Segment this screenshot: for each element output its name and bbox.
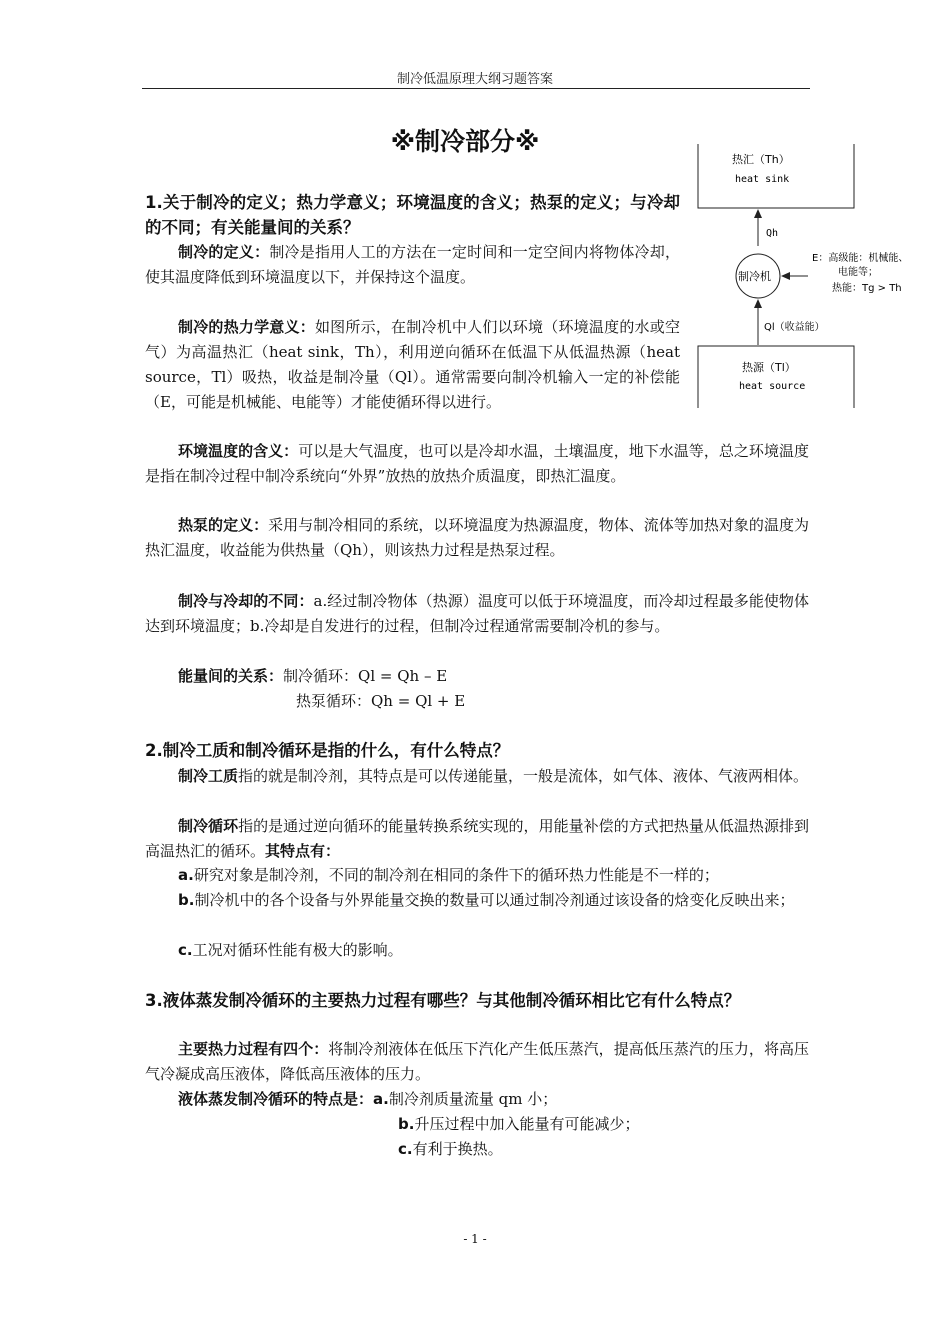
- q1-def-text: 制冷是指用人工的方法在一定时间和一定空间内将物体冷却，使其温度降低到环境温度以下，并保持这个温度。: [145, 243, 680, 286]
- energy-arrow-icon: [781, 272, 790, 280]
- q2-c-label: c.: [178, 941, 193, 959]
- q1-env-text: 可以是大气温度，也可以是冷却水温，土壤温度，地下水温等，总之环境温度是指在制冷过程中制冷系统向“外界”放热的放热介质温度，即热汇温度。: [145, 442, 809, 485]
- q1-env-label: 环境温度的含义：: [178, 442, 299, 460]
- q3-p1-text: 将制冷剂液体在低压下汽化产生低压蒸汽，提高低压蒸汽的压力，将高压气冷凝成高压液体，降低高压液体的压力。: [145, 1040, 809, 1083]
- q2-b-text: 制冷机中的各个设备与外界能量交换的数量可以通过制冷剂通过该设备的焓变化反映出来；: [194, 891, 795, 909]
- q1-energy-label: 能量间的关系：: [178, 667, 284, 685]
- q1-thermo-text: 如图所示，在制冷机中人们以环境（环境温度的水或空气）为高温热汇（heat sink，Th），利用逆向循环在低温下从低温热源（heat source，Tl）吸热，收益是制冷量（Ql）。通常需要向制冷机输入一定的补偿能（E，可能是机械能、电能等）才能使循环得以进行。: [145, 318, 680, 411]
- q2-p1: [145, 764, 809, 789]
- q3-a-text: 制冷剂质量流量 qm 小；: [388, 1090, 558, 1108]
- source-label: 热源（Tl）: [742, 361, 796, 374]
- q1-heading: 1.关于制冷的定义；热力学意义；环境温度的含义；热泵的定义；与冷却的不同；有关能量间的关系？: [145, 193, 680, 237]
- q3-c-text: 有利于换热。: [412, 1140, 503, 1158]
- header-rule: [142, 88, 810, 89]
- qh-label: Qh: [766, 228, 779, 239]
- q1-env: [145, 439, 809, 489]
- q1-pump-text: 采用与制冷相同的系统，以环境温度为热源温度，物体、流体等加热对象的温度为热汇温度，收益能为供热量（Qh），则该热力过程是热泵过程。: [145, 516, 809, 559]
- heat-source-box: [698, 346, 854, 408]
- q2-p1-label: 制冷工质: [178, 767, 239, 785]
- machine-label: 制冷机: [738, 270, 771, 283]
- page-number: - 1 -: [463, 1232, 487, 1246]
- q3-p1-label: 主要热力过程有四个：: [178, 1040, 329, 1058]
- q3-p1: [145, 1037, 809, 1087]
- q2-p2: [145, 814, 809, 864]
- refrigeration-diagram: [690, 140, 909, 412]
- q2-b-label: b.: [178, 891, 195, 909]
- q1-definition: [145, 240, 680, 290]
- q3-heading: 3.液体蒸发制冷循环的主要热力过程有哪些？与其他制冷循环相比它有什么特点？: [145, 991, 741, 1010]
- q2-p2-tail: 其特点有：: [265, 842, 341, 860]
- q1-pump-label: 热泵的定义：: [178, 516, 269, 534]
- q1-def-label: 制冷的定义：: [178, 243, 270, 261]
- ql-arrow-icon: [754, 299, 762, 308]
- q1-diff-label: 制冷与冷却的不同：: [178, 592, 314, 610]
- q1-thermo: [145, 315, 680, 415]
- q2-p2-label: 制冷循环: [178, 817, 239, 835]
- q2-a-text: 研究对象是制冷剂，不同的制冷剂在相同的条件下的循环热力性能是不一样的；: [193, 866, 719, 884]
- energy-line3: 热能：Tg > Th: [832, 283, 902, 294]
- q1-thermo-label: 制冷的热力学意义：: [178, 318, 315, 336]
- q3-c-label: c.: [398, 1140, 413, 1158]
- q1-diff-text: a.经过制冷物体（热源）温度可以低于环境温度，而冷却过程最多能使物体达到环境温度；b.冷却是自发进行的过程，但制冷过程通常需要制冷机的参与。: [145, 592, 809, 635]
- q2-heading: 2.制冷工质和制冷循环是指的什么，有什么特点？: [145, 741, 510, 760]
- q2-item-a: [145, 863, 809, 888]
- q3-a-label: a.: [373, 1090, 389, 1108]
- energy-line1: E：高级能：机械能、: [812, 253, 909, 264]
- q3-b-label: b.: [398, 1115, 415, 1133]
- q3-item-b: [398, 1112, 798, 1137]
- source-en-label: heat source: [739, 381, 806, 392]
- sink-en-label: heat sink: [735, 174, 790, 185]
- ql-label: Ql（收益能）: [764, 322, 825, 333]
- section-title: ※制冷部分※: [390, 127, 540, 156]
- q3-p2-label: 液体蒸发制冷循环的特点是：: [178, 1090, 374, 1108]
- q3-p2: [178, 1087, 778, 1112]
- q2-c-text: 工况对循环性能有极大的影响。: [192, 941, 403, 959]
- q2-p1-text: 指的就是制冷剂，其特点是可以传递能量，一般是流体，如气体、液体、气液两相体。: [238, 767, 809, 785]
- q1-energy: [178, 664, 778, 689]
- q2-a-label: a.: [178, 866, 194, 884]
- page-header: 制冷低温原理大纲习题答案: [396, 72, 553, 87]
- q1-pump: [145, 513, 809, 563]
- energy-line2: 电能等；: [838, 267, 878, 278]
- q3-b-text: 升压过程中加入能量有可能减少；: [414, 1115, 640, 1133]
- q3-item-c: [398, 1137, 798, 1162]
- q2-item-b: [145, 888, 809, 913]
- q1-energy-line2: 热泵循环：Qh = Ql + E: [296, 692, 466, 710]
- sink-label: 热汇（Th）: [732, 153, 790, 166]
- q2-p2-text: 指的是通过逆向循环的能量转换系统实现的，用能量补偿的方式把热量从低温热源排到高温热汇的循环。: [145, 817, 809, 860]
- q1-diff: [145, 589, 809, 639]
- q1-energy-line1: 制冷循环：Ql = Qh – E: [283, 667, 448, 685]
- q2-item-c: [145, 938, 809, 963]
- qh-arrow-icon: [754, 209, 762, 218]
